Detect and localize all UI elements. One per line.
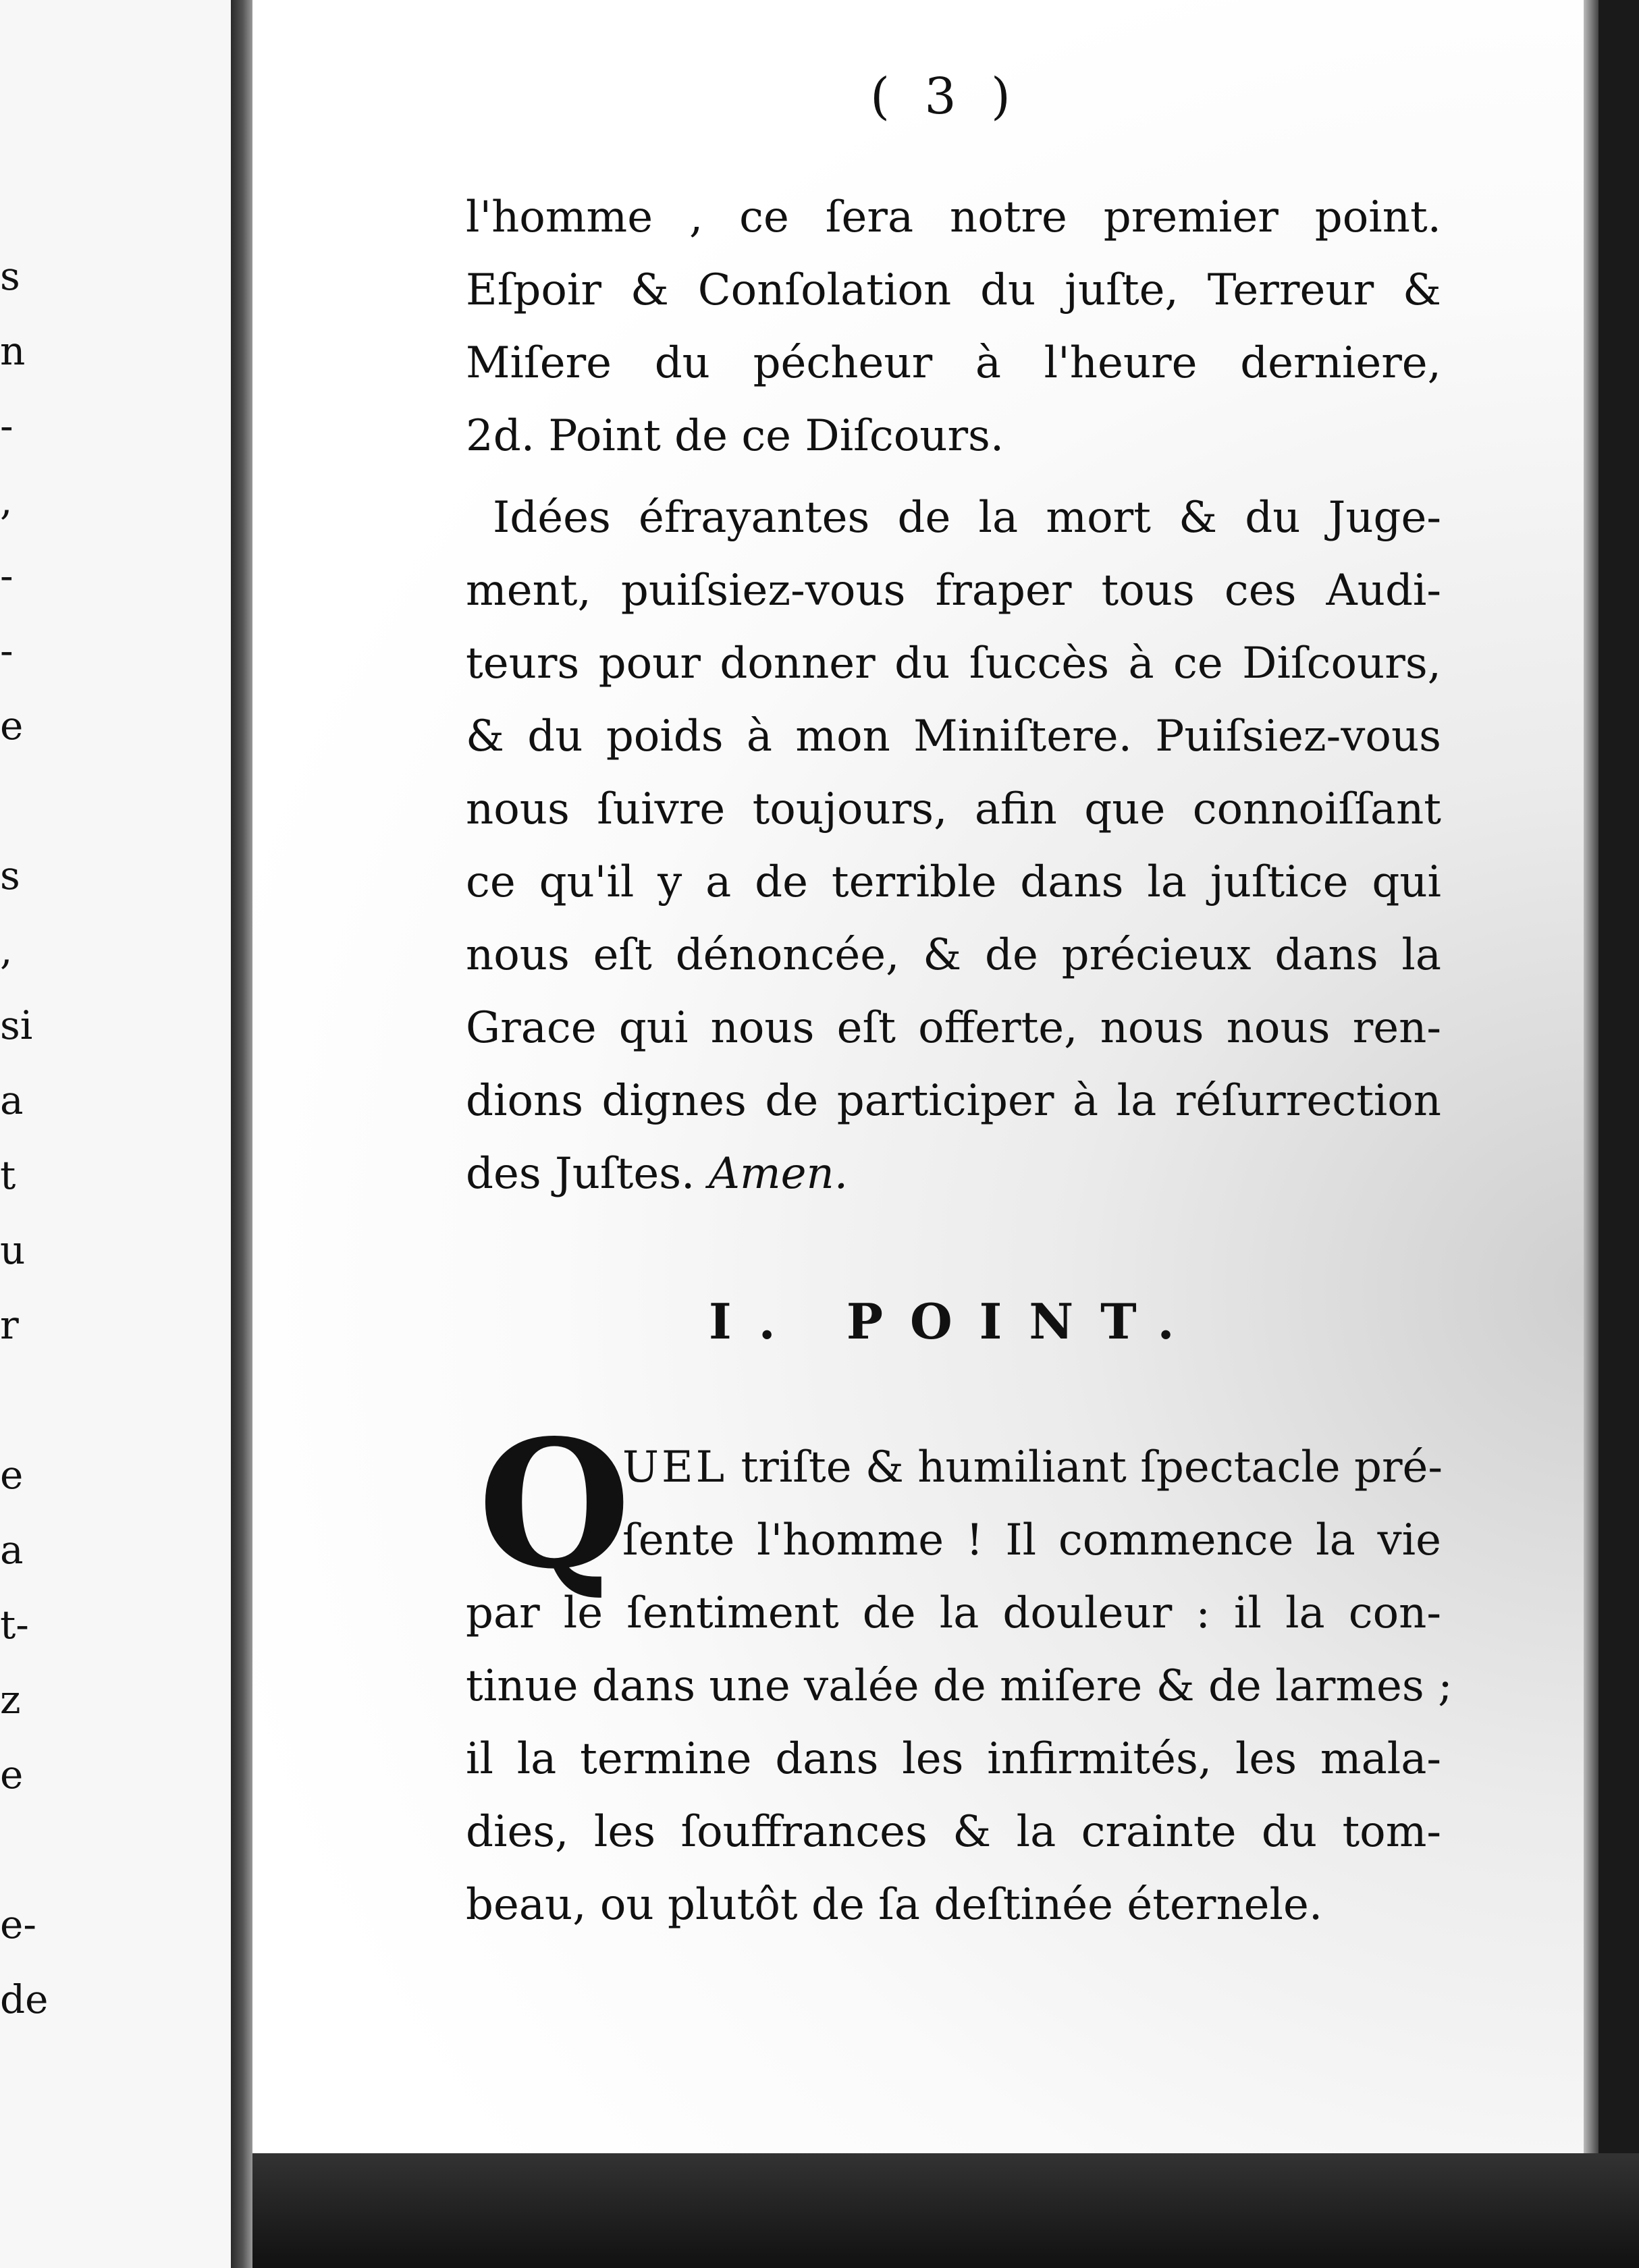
text-line: tinue dans une valée de miſere & de larmes ; <box>466 1661 1453 1711</box>
text-line: ſente l'homme ! Il commence la vie <box>622 1515 1441 1565</box>
facing-page-text-fragments <box>0 253 49 2055</box>
fragment: z <box>0 1677 21 1723</box>
text-line: dies, les ſouffrances & la crainte du tom- <box>466 1807 1441 1857</box>
fragment: , <box>0 927 13 973</box>
text-line: Miſere du pécheur à l'heure derniere, <box>466 338 1441 388</box>
fragment: a <box>0 1527 24 1573</box>
fragment <box>0 1830 41 1866</box>
text-line: nous ſuivre toujours, afin que connoiſſant <box>466 784 1441 834</box>
first-line-rest: triſte & humiliant ſpectacle pré- <box>741 1442 1443 1492</box>
text-line: il la termine dans les infirmités, les mala- <box>466 1734 1441 1784</box>
fragment: t <box>0 1152 16 1198</box>
fragment: e <box>0 1452 24 1498</box>
text-line: dions dignes de participer à la réſurrection <box>466 1076 1441 1126</box>
fragment: e <box>0 1752 24 1798</box>
fragment: e <box>0 703 24 749</box>
amen-italic: Amen. <box>708 1149 849 1199</box>
fragment <box>0 1380 41 1417</box>
text-line: 2d. Point de ce Diſcours. <box>466 411 1004 461</box>
fragment: de <box>0 1976 49 2022</box>
book-gutter <box>231 0 252 2268</box>
text-line: par le ſentiment de la douleur : il la con- <box>466 1588 1441 1638</box>
text-line: ce qu'il y a de terrible dans la juſtice qui <box>466 857 1441 907</box>
facing-page-fragment <box>0 0 231 2268</box>
text-line: nous eſt dénoncée, & de précieux dans la <box>466 930 1441 980</box>
fragment: n <box>0 328 26 374</box>
drop-cap: Q <box>478 1402 631 1608</box>
fragment: s <box>0 853 20 898</box>
first-word: UEL <box>622 1442 728 1492</box>
section-heading: I. POINT. <box>709 1293 1202 1350</box>
text-line: ment, puiſsiez-vous fraper tous ces Audi- <box>466 566 1441 616</box>
fragment: t- <box>0 1602 29 1648</box>
text-line: Eſpoir & Conſolation du juſte, Terreur & <box>466 265 1441 315</box>
closing-text: des Juſtes. <box>466 1149 695 1199</box>
text-line: & du poids à mon Miniſtere. Puiſsiez-vous <box>466 711 1441 761</box>
text-line-final <box>466 1137 1441 1210</box>
scan-background-bottom <box>252 2153 1639 2268</box>
fragment <box>0 781 41 817</box>
fragment: - <box>0 628 14 674</box>
fragment: a <box>0 1077 24 1123</box>
scan-background-right <box>1598 0 1639 2268</box>
text-line: teurs pour donner du ſuccès à ce Diſcours, <box>466 639 1441 688</box>
page-number: ( 3 ) <box>870 68 1020 126</box>
fragment: , <box>0 478 13 524</box>
fragment: e- <box>0 1901 36 1947</box>
text-line: Idées éfrayantes de la mort & du Juge- <box>493 493 1441 543</box>
fragment: u <box>0 1227 26 1273</box>
text-line-first <box>466 1431 1441 1504</box>
page-edge-shadow <box>1584 0 1598 2153</box>
text-line: beau, ou plutôt de ſa deſtinée éternele. <box>466 1880 1323 1930</box>
text-line: Grace qui nous eſt offerte, nous nous ren- <box>466 1003 1441 1053</box>
fragment: - <box>0 553 14 599</box>
fragment: r <box>0 1302 19 1348</box>
fragment: si <box>0 1002 33 1048</box>
paragraph-3 <box>466 1431 1453 1941</box>
text-line: l'homme , ce ſera notre premier point. <box>466 192 1441 242</box>
paragraph-2 <box>466 481 1441 1210</box>
paragraph-1 <box>466 181 1441 473</box>
fragment: - <box>0 403 14 449</box>
fragment: s <box>0 253 20 299</box>
